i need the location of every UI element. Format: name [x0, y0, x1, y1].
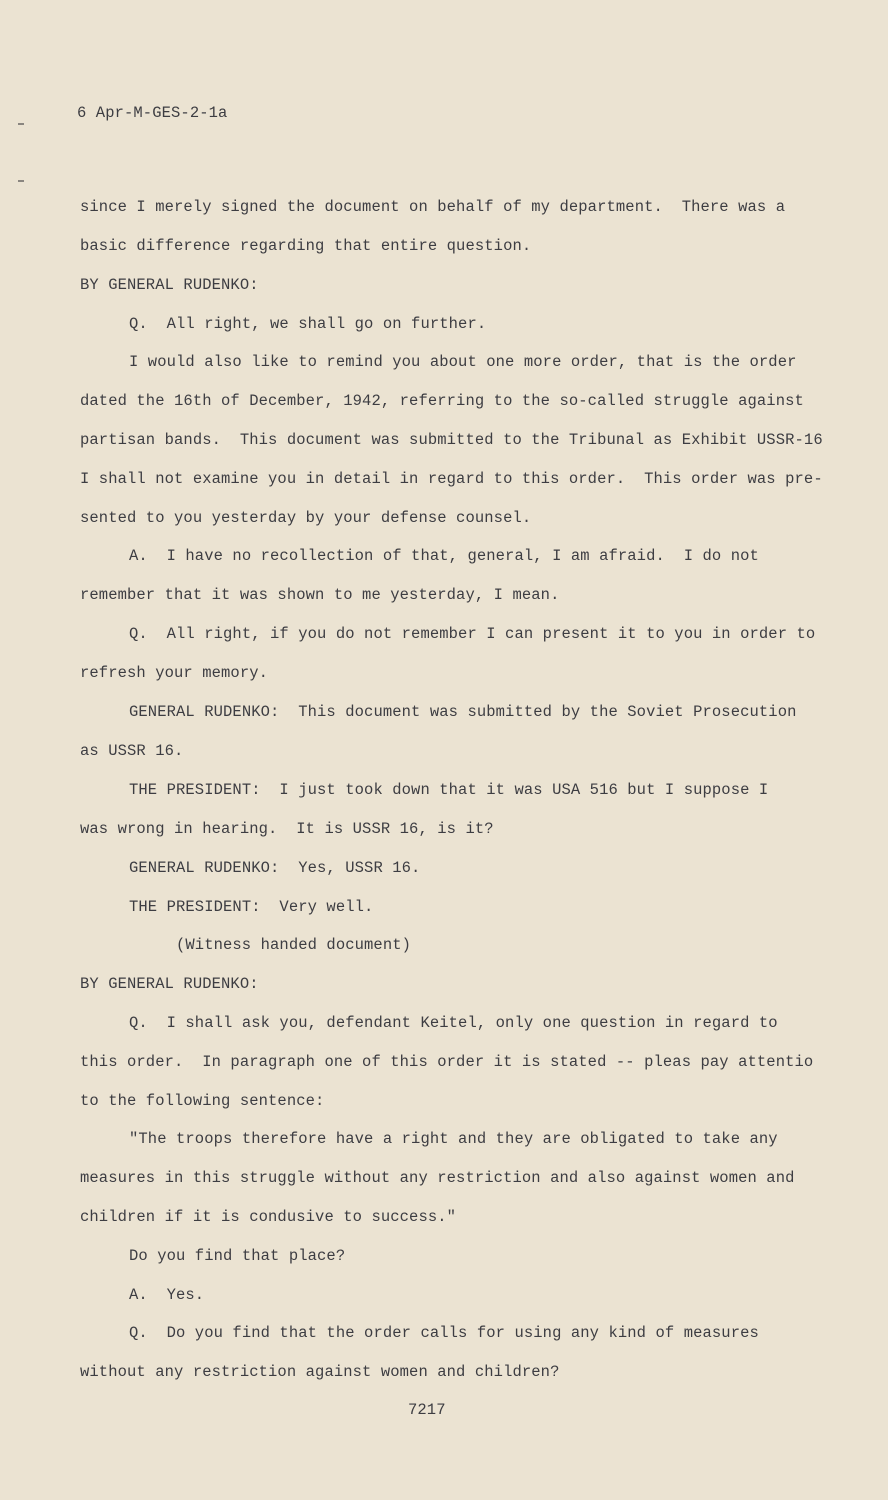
speaker-line: GENERAL RUDENKO: Yes, USSR 16.: [129, 859, 421, 877]
text-line: Do you find that place?: [129, 1247, 346, 1265]
speaker-line: THE PRESIDENT: Very well.: [129, 898, 374, 916]
text-line: refresh your memory.: [80, 664, 269, 682]
text-line: as USSR 16.: [80, 742, 184, 760]
speaker-line: GENERAL RUDENKO: This document was submitted by the Soviet Prosecution: [129, 703, 797, 721]
text-line: I would also like to remind you about one more order, that is the order: [129, 353, 797, 371]
margin-mark: [18, 180, 24, 182]
text-line: since I merely signed the document on behalf of my department. There was a: [80, 198, 786, 216]
text-line: to the following sentence:: [80, 1092, 325, 1110]
speaker-heading: BY GENERAL RUDENKO:: [80, 975, 259, 993]
text-line: this order. In paragraph one of this order it is stated -- pleas pay attentio: [80, 1053, 814, 1071]
quoted-line: children if it is condusive to success.": [80, 1208, 457, 1226]
text-line: remember that it was shown to me yesterday, I mean.: [80, 586, 560, 604]
text-line: sented to you yesterday by your defense counsel.: [80, 509, 532, 527]
question-line: Q. I shall ask you, defendant Keitel, only one question in regard to: [129, 1014, 778, 1032]
quoted-line: "The troops therefore have a right and they are obligated to take any: [129, 1130, 778, 1148]
text-line: basic difference regarding that entire question.: [80, 237, 532, 255]
question-line: Q. All right, we shall go on further.: [129, 315, 487, 333]
question-line: Q. Do you find that the order calls for using any kind of measures: [129, 1324, 759, 1342]
page-number: 7217: [408, 1401, 446, 1419]
margin-mark: [18, 123, 24, 125]
speaker-heading: BY GENERAL RUDENKO:: [80, 276, 259, 294]
header-code: 6 Apr-M-GES-2-1a: [77, 104, 228, 122]
quoted-line: measures in this struggle without any restriction and also against women and: [80, 1169, 795, 1187]
answer-line: A. Yes.: [129, 1286, 205, 1304]
text-line: without any restriction against women and children?: [80, 1363, 560, 1381]
question-line: Q. All right, if you do not remember I can present it to you in order to: [129, 625, 816, 643]
text-line: I shall not examine you in detail in regard to this order. This order was pre-: [80, 470, 823, 488]
answer-line: A. I have no recollection of that, general, I am afraid. I do not: [129, 547, 759, 565]
text-line: partisan bands. This document was submitted to the Tribunal as Exhibit USSR-16: [80, 431, 823, 449]
text-line: was wrong in hearing. It is USSR 16, is it?: [80, 820, 494, 838]
speaker-line: THE PRESIDENT: I just took down that it was USA 516 but I suppose I: [129, 781, 769, 799]
text-line: dated the 16th of December, 1942, referring to the so-called struggle against: [80, 392, 804, 410]
stage-direction: (Witness handed document): [176, 936, 412, 954]
